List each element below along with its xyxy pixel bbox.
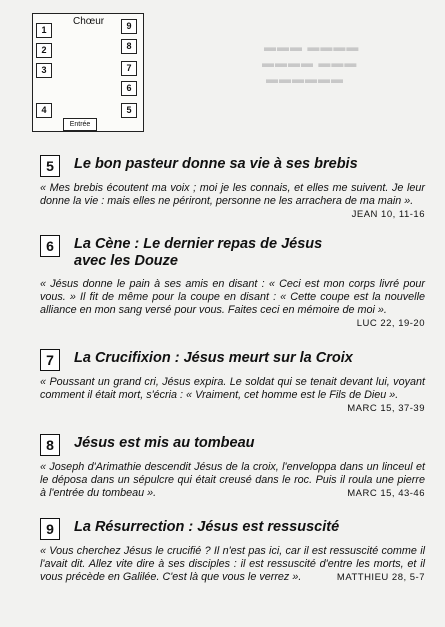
quote-text: « Joseph d'Arimathie descendit Jésus de la croix, l'enveloppa dans un linceul et le déposa dans un sépulcre qui était creusé dans le roc. Puis il roula une pierre à l'entrée du tombeau ». — [40, 461, 425, 499]
station-5-box: 5 — [121, 103, 137, 118]
gospel-quote — [40, 278, 425, 329]
gospel-quote — [40, 376, 425, 414]
scripture-reference: MARC 15, 43-46 — [347, 488, 425, 499]
station-6-section — [40, 235, 425, 330]
station-number: 9 — [40, 518, 60, 540]
station-number: 8 — [40, 434, 60, 456]
station-9-section — [40, 518, 425, 584]
gospel-quote — [40, 461, 425, 500]
gospel-quote — [40, 182, 425, 220]
station-2-box: 2 — [36, 43, 52, 58]
station-7-section — [40, 349, 425, 415]
station-title: La Crucifixion : Jésus meurt sur la Croix — [74, 350, 353, 366]
choeur-label: Chœur — [73, 16, 105, 27]
scripture-reference: LUC 22, 19-20 — [356, 318, 425, 329]
station-8-box: 8 — [121, 39, 137, 54]
station-9-box: 9 — [121, 19, 137, 34]
station-title-line-2: avec les Douze — [74, 253, 178, 269]
quote-text: « Poussant un grand cri, Jésus expira. Le soldat qui se tenait devant lui, voyant comment il était mort, s'écria : « Vraiment, cet homme est le Fils de Dieu ». — [40, 376, 425, 401]
station-title — [74, 236, 322, 270]
station-number: 5 — [40, 155, 60, 177]
quote-text: « Jésus donne le pain à ses amis en disant : « Ceci est mon corps livré pour vous. » Il fit de même pour la coupe en disant : « Cette coupe est la nouvelle alliance en mon sang versé pour vous. Faites ceci en mémoire de moi ». — [40, 278, 425, 316]
station-number: 6 — [40, 235, 60, 257]
station-4-box: 4 — [36, 103, 52, 118]
station-6-box: 6 — [121, 81, 137, 96]
scripture-reference: JEAN 10, 11-16 — [351, 209, 425, 220]
station-5-section — [40, 155, 425, 221]
station-8-section — [40, 434, 425, 500]
station-number: 7 — [40, 349, 60, 371]
scripture-reference: MATTHIEU 28, 5-7 — [336, 572, 425, 583]
station-3-box: 3 — [36, 63, 52, 78]
church-floor-plan — [32, 13, 144, 132]
quote-text: « Mes brebis écoutent ma voix ; moi je les connais, et elles me suivent. Je leur donne la vie : mais elles ne périront, personne ne les arrachera de ma main ». — [40, 182, 425, 207]
entree-label: Entrée — [63, 118, 97, 131]
scripture-reference: MARC 15, 37-39 — [347, 403, 425, 414]
station-1-box: 1 — [36, 23, 52, 38]
gospel-quote — [40, 545, 425, 584]
quote-text: « Vous cherchez Jésus le crucifié ? Il n'est pas ici, car il est ressuscité comme il l'avait dit. Allez vite dire à ses disciples : il est ressuscité d'entre les morts, et il vous précède en Galilée. C'est là que vous le verrez ». — [40, 545, 425, 583]
station-title: Jésus est mis au tombeau — [74, 435, 255, 451]
station-7-box: 7 — [121, 61, 137, 76]
show-through-decoration: ▬▬▬ ▬▬▬▬ ▬▬▬▬ ▬▬▬ ▬▬▬▬▬▬ — [262, 40, 360, 86]
station-title-line-1: La Cène : Le dernier repas de Jésus — [74, 236, 323, 252]
station-title: Le bon pasteur donne sa vie à ses brebis — [74, 156, 358, 172]
station-title: La Résurrection : Jésus est ressuscité — [74, 519, 340, 535]
